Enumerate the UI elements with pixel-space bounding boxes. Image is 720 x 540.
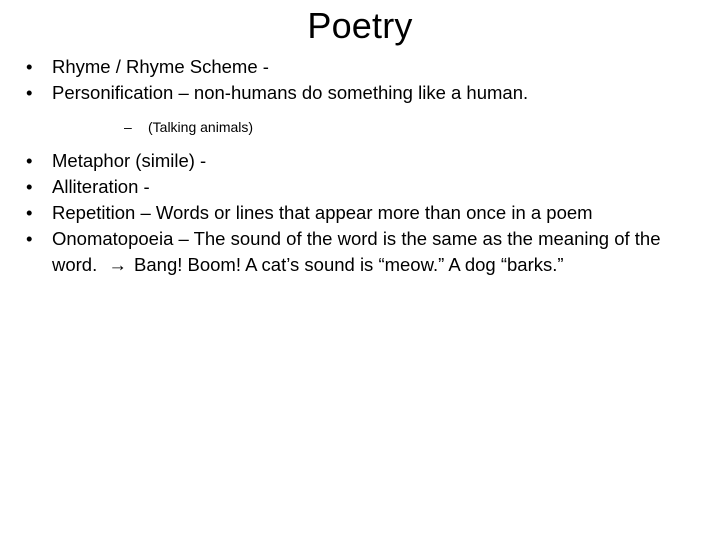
sub-list-item-talking-animals [26, 118, 696, 136]
bullet-icon: • [26, 150, 33, 171]
list-item-onomatopoeia [26, 226, 696, 278]
bullet-icon: • [26, 228, 33, 249]
list-item-rhyme [26, 54, 696, 80]
list-item-metaphor [26, 148, 696, 174]
arrow-right-icon: → [108, 254, 127, 275]
list-item-text: Metaphor (simile) - [52, 150, 207, 171]
list-item-text: Rhyme / Rhyme Scheme - [52, 56, 269, 77]
list-item-text-after-arrow: Bang! Boom! A cat’s sound is “meow.” A dog “barks.” [134, 254, 564, 275]
bullet-icon: • [26, 56, 33, 77]
list-item-repetition [26, 200, 696, 226]
list-item-text: Alliteration - [52, 176, 150, 197]
dash-icon: – [124, 119, 132, 135]
slide-title: Poetry [307, 5, 413, 46]
bullet-icon: • [26, 176, 33, 197]
sub-list-item-text: (Talking animals) [148, 119, 254, 135]
bullet-icon: • [26, 202, 33, 223]
list-item-text: Personification – non-humans do something like a human. [52, 82, 529, 103]
list-item-text-before-arrow: Onomatopoeia – The sound of the word is the same as the meaning of the word. [52, 228, 661, 275]
bullet-icon: • [26, 82, 33, 103]
list-item-text: Repetition – Words or lines that appear more than once in a poem [52, 202, 593, 223]
list-item-personification [26, 80, 696, 106]
list-item-alliteration [26, 174, 696, 200]
bullet-list [26, 54, 696, 278]
